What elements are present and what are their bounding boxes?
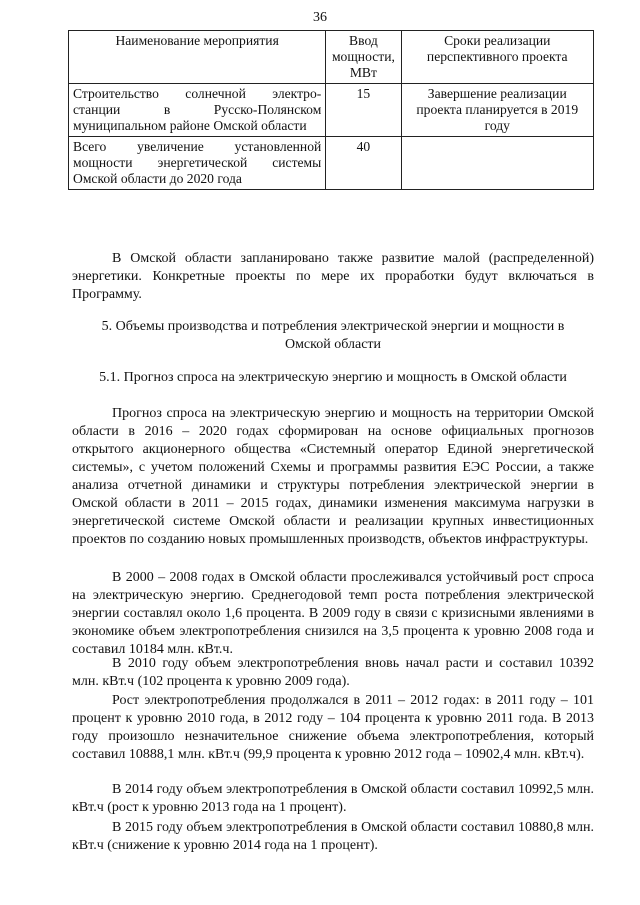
table-row <box>69 137 594 190</box>
cell-power: 15 <box>326 84 401 137</box>
cell-measure-name: Строительство солнечной электро-станции в Русско-Полянском муниципальном районе Омской области <box>69 84 326 137</box>
subsection-heading: 5.1. Прогноз спроса на электрическую энергию и мощность в Омской области <box>99 370 567 385</box>
table-header-row <box>69 31 594 84</box>
section-heading: 5. Объемы производства и потребления электрической энергии и мощности в Омской области <box>101 319 565 352</box>
table-row <box>69 84 594 137</box>
paragraph-2014: В 2014 году объем электропотребления в Омской области составил 10992,5 млн. кВт.ч (рост к уровню 2013 года на 1 процент). <box>72 782 594 815</box>
paragraph-growth-2000-2008: В 2000 – 2008 годах в Омской области прослеживался устойчивый рост спроса на электрическую энергию. Среднегодовой темп роста потребления электрической энергии составлял около 1,6 процента. В 2009 году в связи с кризисными явлениями в экономике объем электропотребления снизился на 3,5 процента к уровню 2008 года и составил 10184 млн. кВт.ч. <box>72 570 594 657</box>
cell-measure-name: Всего увеличение установленной мощности энергетической системы Омской области до 2020 года <box>69 137 326 190</box>
header-power: Ввод мощности, МВт <box>326 31 401 84</box>
measures-table <box>68 30 594 190</box>
cell-deadline: Завершение реализации проекта планируется в 2019 году <box>401 84 593 137</box>
page-number: 36 <box>313 10 327 25</box>
header-measure-name: Наименование мероприятия <box>69 31 326 84</box>
cell-deadline <box>401 137 593 190</box>
paragraph-2010: В 2010 году объем электропотребления вновь начал расти и составил 10392 млн. кВт.ч (102 процента к уровню 2009 года). <box>72 656 594 689</box>
paragraph-2015: В 2015 году объем электропотребления в Омской области составил 10880,8 млн. кВт.ч (снижение к уровню 2014 года на 1 процент). <box>72 820 594 853</box>
paragraph-small-energy: В Омской области запланировано также развитие малой (распределенной) энергетики. Конкретные проекты по мере их проработки будут включаться в Программу. <box>72 251 594 302</box>
cell-power: 40 <box>326 137 401 190</box>
header-deadline: Сроки реализации перспективного проекта <box>401 31 593 84</box>
paragraph-forecast: Прогноз спроса на электрическую энергию и мощность на территории Омской области в 2016 – 2020 годах сформирован на основе официальных прогнозов открытого акционерного общества «Системный оператор Единой энергетической системы», с учетом положений Схемы и программы развития ЕЭС России, а также анализа отчетной динамики и структуры потребления электрической энергии в Омской области в 2011 – 2015 годах, динамики изменения максимума нагрузки в энергетической системе Омской области и реализации крупных инвестиционных проектов по созданию новых промышленных производств, объектов инфраструктуры. <box>72 406 594 547</box>
paragraph-2011-2013: Рост электропотребления продолжался в 2011 – 2012 годах: в 2011 году – 101 процент к уровню 2010 года, в 2012 году – 104 процента к уровню 2011 года. В 2013 году произошло незначительное снижение объема электропотребления, который составил 10888,1 млн. кВт.ч (99,9 процента к уровню 2012 года – 10902,4 млн. кВт.ч). <box>72 693 594 762</box>
